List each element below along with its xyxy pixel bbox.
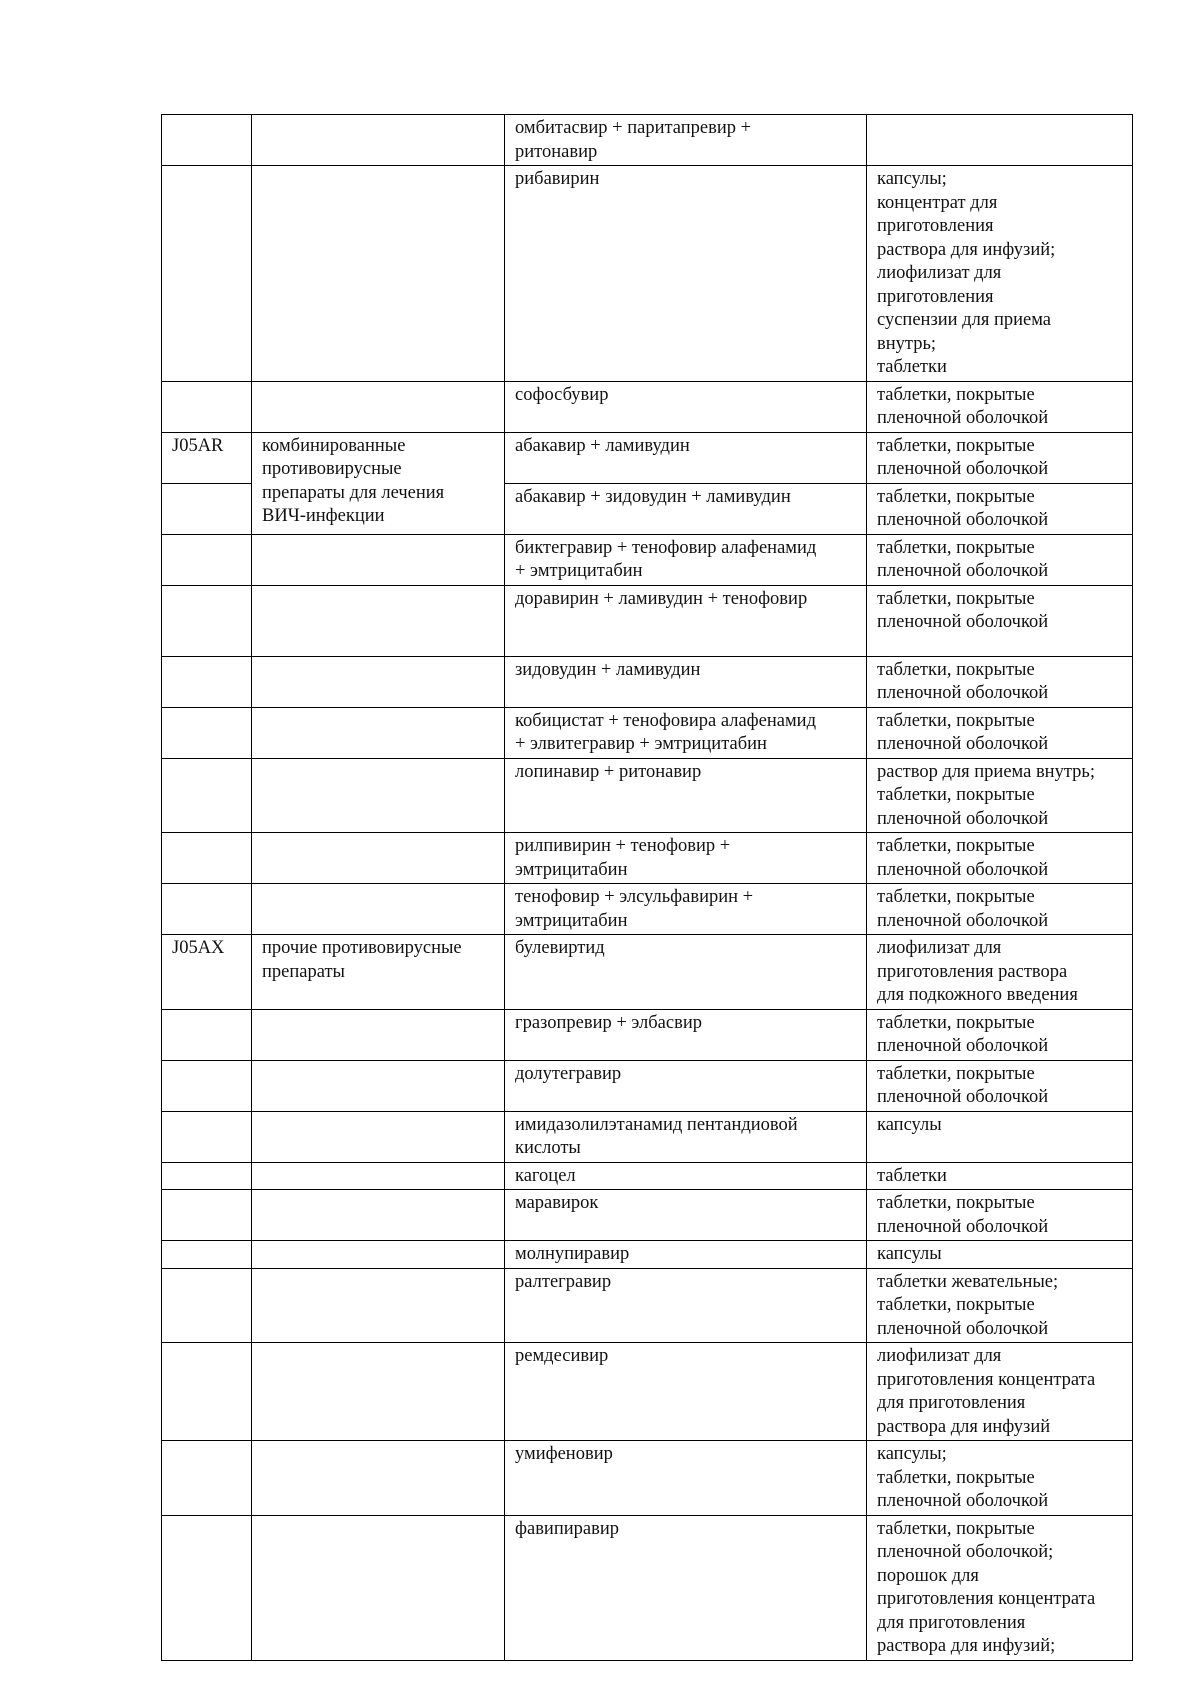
dosage-form-cell: таблетки, покрытые пленочной оболочкой	[867, 534, 1133, 585]
table-row	[162, 1441, 1133, 1516]
table-row	[162, 1111, 1133, 1162]
drug-name-cell: булевиртид	[505, 935, 867, 1010]
drug-name-cell: маравирок	[505, 1190, 867, 1241]
table-row	[162, 1190, 1133, 1241]
dosage-form-cell: таблетки, покрытые пленочной оболочкой	[867, 656, 1133, 707]
code-cell	[162, 1009, 252, 1060]
group-cell: комбинированные противовирусные препараты для лечения ВИЧ-инфекции	[252, 432, 505, 534]
dosage-form-cell: таблетки жевательные; таблетки, покрытые пленочной оболочкой	[867, 1268, 1133, 1343]
dosage-form-cell: таблетки, покрытые пленочной оболочкой	[867, 1060, 1133, 1111]
drug-table-body	[162, 115, 1133, 1661]
table-row	[162, 884, 1133, 935]
drug-name-cell: биктегравир + тенофовир алафенамид + эмтрицитабин	[505, 534, 867, 585]
dosage-form-cell: таблетки, покрытые пленочной оболочкой	[867, 1009, 1133, 1060]
drug-name-cell: фавипиравир	[505, 1515, 867, 1660]
code-cell	[162, 1441, 252, 1516]
group-cell	[252, 707, 505, 758]
group-cell: прочие противовирусные препараты	[252, 935, 505, 1010]
table-row	[162, 833, 1133, 884]
code-cell	[162, 1190, 252, 1241]
code-cell	[162, 656, 252, 707]
code-cell	[162, 1060, 252, 1111]
dosage-form-cell: лиофилизат для приготовления раствора для подкожного введения	[867, 935, 1133, 1010]
table-row	[162, 1060, 1133, 1111]
dosage-form-cell: лиофилизат для приготовления концентрата для приготовления раствора для инфузий	[867, 1343, 1133, 1441]
dosage-form-cell: капсулы	[867, 1111, 1133, 1162]
drug-name-cell: умифеновир	[505, 1441, 867, 1516]
table-row	[162, 1241, 1133, 1269]
dosage-form-cell: раствор для приема внутрь; таблетки, покрытые пленочной оболочкой	[867, 758, 1133, 833]
code-cell	[162, 1241, 252, 1269]
group-cell	[252, 1060, 505, 1111]
group-cell	[252, 381, 505, 432]
table-row	[162, 115, 1133, 166]
dosage-form-cell: капсулы; концентрат для приготовления раствора для инфузий; лиофилизат для приготовления суспензии для приема внутрь; таблетки	[867, 166, 1133, 382]
table-row	[162, 707, 1133, 758]
drug-name-cell: кагоцел	[505, 1162, 867, 1190]
table-row	[162, 935, 1133, 1010]
group-cell	[252, 1241, 505, 1269]
code-cell	[162, 483, 252, 534]
code-cell	[162, 585, 252, 656]
drug-name-cell: софосбувир	[505, 381, 867, 432]
group-cell	[252, 833, 505, 884]
drug-name-cell: рилпивирин + тенофовир + эмтрицитабин	[505, 833, 867, 884]
drug-name-cell: долутегравир	[505, 1060, 867, 1111]
code-cell	[162, 534, 252, 585]
group-cell	[252, 1111, 505, 1162]
code-cell	[162, 115, 252, 166]
code-cell	[162, 884, 252, 935]
drug-name-cell: омбитасвир + паритапревир + ритонавир	[505, 115, 867, 166]
drug-name-cell: ралтегравир	[505, 1268, 867, 1343]
drug-name-cell: лопинавир + ритонавир	[505, 758, 867, 833]
code-cell	[162, 1343, 252, 1441]
table-row	[162, 166, 1133, 382]
drug-name-cell: зидовудин + ламивудин	[505, 656, 867, 707]
group-cell	[252, 1343, 505, 1441]
drug-name-cell: абакавир + зидовудин + ламивудин	[505, 483, 867, 534]
table-row	[162, 1162, 1133, 1190]
code-cell	[162, 381, 252, 432]
code-cell	[162, 1268, 252, 1343]
group-cell	[252, 1441, 505, 1516]
group-cell	[252, 115, 505, 166]
group-cell	[252, 1190, 505, 1241]
table-row	[162, 432, 1133, 483]
dosage-form-cell: таблетки, покрытые пленочной оболочкой	[867, 585, 1133, 656]
dosage-form-cell: таблетки, покрытые пленочной оболочкой	[867, 707, 1133, 758]
drug-name-cell: абакавир + ламивудин	[505, 432, 867, 483]
drug-name-cell: кобицистат + тенофовира алафенамид + элвитегравир + эмтрицитабин	[505, 707, 867, 758]
dosage-form-cell: таблетки, покрытые пленочной оболочкой	[867, 884, 1133, 935]
drug-name-cell: гразопревир + элбасвир	[505, 1009, 867, 1060]
dosage-form-cell	[867, 115, 1133, 166]
drug-name-cell: молнупиравир	[505, 1241, 867, 1269]
code-cell: J05AX	[162, 935, 252, 1010]
drug-name-cell: ремдесивир	[505, 1343, 867, 1441]
drug-name-cell: тенофовир + элсульфавирин + эмтрицитабин	[505, 884, 867, 935]
dosage-form-cell: таблетки, покрытые пленочной оболочкой	[867, 1190, 1133, 1241]
dosage-form-cell: таблетки, покрытые пленочной оболочкой	[867, 483, 1133, 534]
group-cell	[252, 656, 505, 707]
dosage-form-cell: таблетки, покрытые пленочной оболочкой	[867, 432, 1133, 483]
dosage-form-cell: таблетки, покрытые пленочной оболочкой	[867, 833, 1133, 884]
drug-name-cell: доравирин + ламивудин + тенофовир	[505, 585, 867, 656]
group-cell	[252, 585, 505, 656]
group-cell	[252, 1515, 505, 1660]
group-cell	[252, 166, 505, 382]
code-cell	[162, 833, 252, 884]
table-row	[162, 534, 1133, 585]
code-cell	[162, 166, 252, 382]
code-cell	[162, 707, 252, 758]
group-cell	[252, 1009, 505, 1060]
dosage-form-cell: таблетки, покрытые пленочной оболочкой	[867, 381, 1133, 432]
table-row	[162, 1515, 1133, 1660]
dosage-form-cell: капсулы	[867, 1241, 1133, 1269]
code-cell	[162, 1111, 252, 1162]
drug-name-cell: рибавирин	[505, 166, 867, 382]
group-cell	[252, 534, 505, 585]
code-cell	[162, 1515, 252, 1660]
table-row	[162, 1009, 1133, 1060]
code-cell: J05AR	[162, 432, 252, 483]
dosage-form-cell: капсулы; таблетки, покрытые пленочной оболочкой	[867, 1441, 1133, 1516]
drug-table	[161, 114, 1133, 1661]
group-cell	[252, 1162, 505, 1190]
group-cell	[252, 758, 505, 833]
table-row	[162, 381, 1133, 432]
table-row	[162, 758, 1133, 833]
group-cell	[252, 1268, 505, 1343]
code-cell	[162, 758, 252, 833]
dosage-form-cell: таблетки	[867, 1162, 1133, 1190]
dosage-form-cell: таблетки, покрытые пленочной оболочкой; порошок для приготовления концентрата для приготовления раствора для инфузий;	[867, 1515, 1133, 1660]
table-row	[162, 585, 1133, 656]
group-cell	[252, 884, 505, 935]
document-page	[161, 114, 1132, 1661]
table-row	[162, 1343, 1133, 1441]
code-cell	[162, 1162, 252, 1190]
drug-name-cell: имидазолилэтанамид пентандиовой кислоты	[505, 1111, 867, 1162]
table-row	[162, 1268, 1133, 1343]
table-row	[162, 656, 1133, 707]
